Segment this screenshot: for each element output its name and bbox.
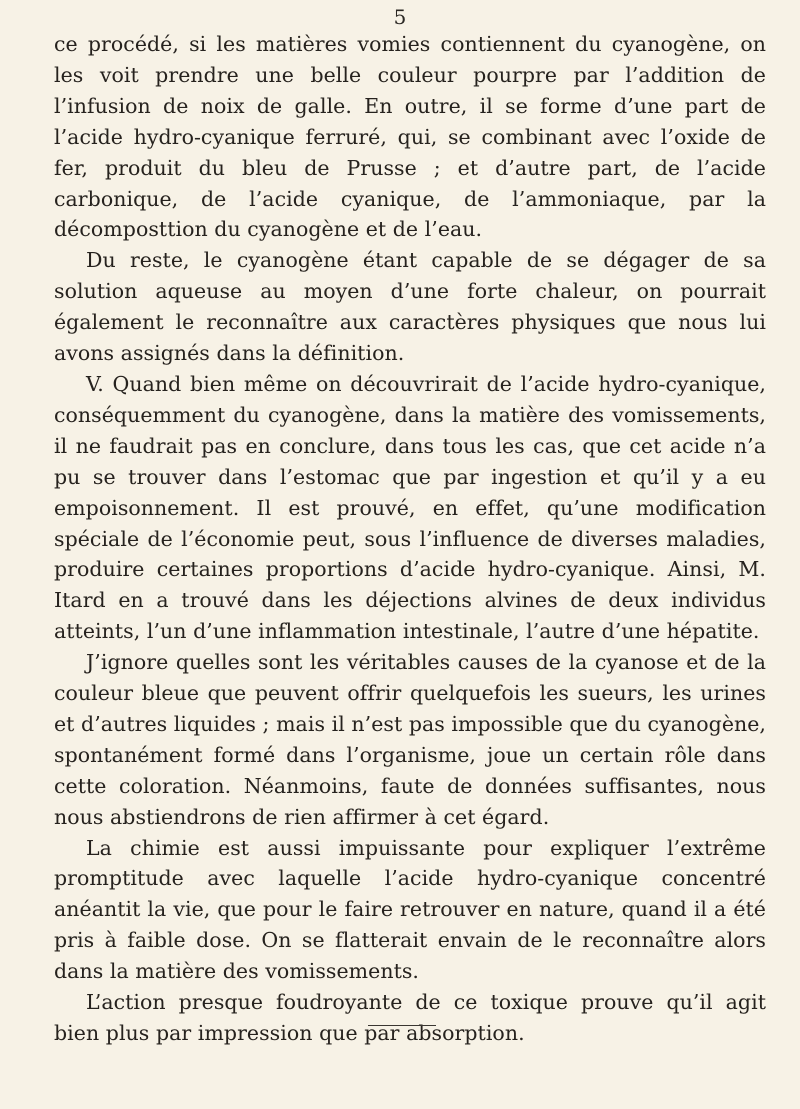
page-number: 5 [393,5,407,29]
paragraph: Du reste, le cyanogène étant capable de se dégager de sa solution aqueuse au moyen d’une forte chaleur, on pourrait également le reconnaître aux caractères physiques que nous lui avons assignés dans la définition. [54,248,766,366]
paragraph-continuation: ce procédé, si les matières vomies contiennent du cyanogène, on les voit prendre une belle couleur pourpre par l’addition de l’infusion de noix de galle. En outre, il se forme d’une part de l’acide hydro-cyanique ferruré, qui, se combinant avec l’oxide de fer, produit du bleu de Prusse ; et d’autre part, de l’acide carbonique, de l’acide cyanique, de l’ammoniaque, par la décomposttion du cyanogène et de l’eau. [54,32,766,242]
paragraph: L’action presque foudroyante de ce toxique prouve qu’il agit bien plus par impression que par absorption. [54,990,766,1045]
body-text [54,29,766,1049]
section-divider [368,1025,436,1026]
paragraph: La chimie est aussi impuissante pour expliquer l’extrême promptitude avec laquelle l’acide hydro-cyanique concentré anéantit la vie, que pour le faire retrouver en nature, quand il a été pris à faible dose. On se flatterait envain de le reconnaître alors dans la matière des vomissements. [54,835,766,984]
paragraph: J’ignore quelles sont les véritables causes de la cyanose et de la couleur bleue que peuvent offrir quelquefois les sueurs, les urines et d’autres liquides ; mais il n’est pas impossible que du cyanogène, spontanément formé dans l’organisme, joue un certain rôle dans cette coloration. Néanmoins, faute de données suffisantes, nous nous abstiendrons de rien affirmer à cet égard. [54,650,766,829]
paragraph: V. Quand bien même on découvrirait de l’acide hydro-cyanique, conséquemment du cyanogène, dans la matière des vomissements, il ne faudrait pas en conclure, dans tous les cas, que cet acide n’a pu se trouver dans l’estomac que par ingestion et qu’il y a eu empoisonnement. Il est prouvé, en effet, qu’une modification spéciale de l’économie peut, sous l’influence de diverses maladies, produire certaines proportions d’acide hydro-cyanique. Ainsi, M. Itard en a trouvé dans les déjections alvines de deux individus atteints, l’un d’une inflammation intestinale, l’autre d’une hépatite. [54,371,766,644]
